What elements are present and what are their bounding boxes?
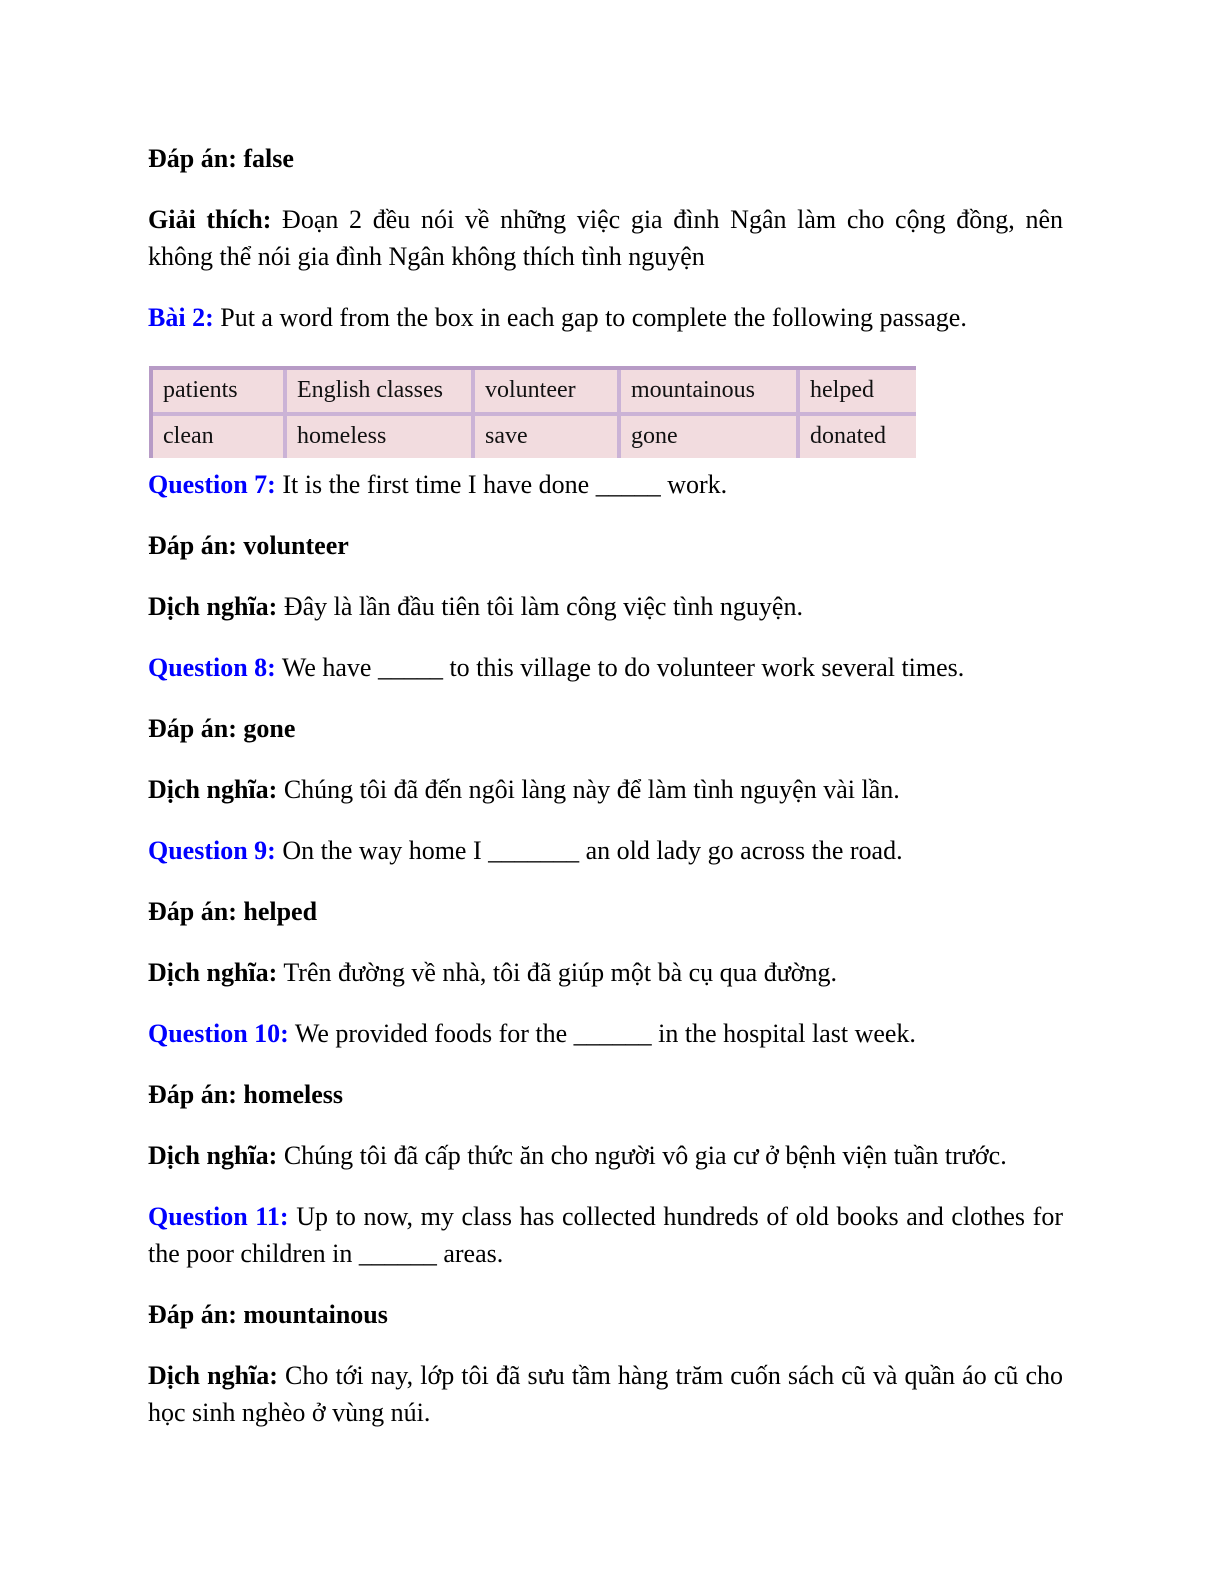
intro-explanation <box>148 201 1063 275</box>
translation-label: Dịch nghĩa: <box>148 1141 278 1170</box>
translation-10 <box>148 1137 1063 1174</box>
question-label: Question 9: <box>148 836 276 865</box>
translation-label: Dịch nghĩa: <box>148 775 278 804</box>
word-box-cell: save <box>475 416 621 458</box>
answer-value: gone <box>243 714 296 743</box>
answer-10 <box>148 1076 1063 1113</box>
answer-label: Đáp án: <box>148 897 237 926</box>
answer-11 <box>148 1296 1063 1333</box>
word-box-cell: helped <box>800 370 916 416</box>
translation-label: Dịch nghĩa: <box>148 592 278 621</box>
word-box-cell: mountainous <box>621 370 800 416</box>
word-box-table <box>149 366 916 458</box>
word-box-row <box>153 370 916 416</box>
translation-text: Trên đường về nhà, tôi đã giúp một bà cụ qua đường. <box>283 958 838 987</box>
exercise-heading <box>148 299 1063 336</box>
answer-label: Đáp án: <box>148 1300 237 1329</box>
translation-label: Dịch nghĩa: <box>148 1361 278 1390</box>
word-box-cell: homeless <box>287 416 475 458</box>
word-box-cell: volunteer <box>475 370 621 416</box>
answer-label: Đáp án: <box>148 531 237 560</box>
question-10 <box>148 1015 1063 1052</box>
document-page <box>148 140 1063 1431</box>
answer-value: homeless <box>243 1080 344 1109</box>
translation-text: Đây là lần đầu tiên tôi làm công việc tình nguyện. <box>283 592 803 621</box>
answer-7 <box>148 527 1063 564</box>
question-11 <box>148 1198 1063 1272</box>
translation-8 <box>148 771 1063 808</box>
question-label: Question 8: <box>148 653 276 682</box>
answer-label: Đáp án: <box>148 714 237 743</box>
exercise-label: Bài 2: <box>148 303 214 332</box>
word-box-cell: donated <box>800 416 916 458</box>
translation-7 <box>148 588 1063 625</box>
question-text: On the way home I _______ an old lady go across the road. <box>282 836 903 865</box>
translation-text: Cho tới nay, lớp tôi đã sưu tầm hàng trăm cuốn sách cũ và quần áo cũ cho học sinh nghèo ở vùng núi. <box>148 1361 1063 1427</box>
word-box-cell: clean <box>153 416 287 458</box>
translation-11 <box>148 1357 1063 1431</box>
question-label: Question 11: <box>148 1202 289 1231</box>
word-box-cell: English classes <box>287 370 475 416</box>
intro-answer <box>148 140 1063 177</box>
answer-value: helped <box>243 897 318 926</box>
answer-label: Đáp án: <box>148 1080 237 1109</box>
translation-9 <box>148 954 1063 991</box>
word-box-cell: patients <box>153 370 287 416</box>
question-text: We have _____ to this village to do volunteer work several times. <box>281 653 965 682</box>
exercise-instruction: Put a word from the box in each gap to complete the following passage. <box>220 303 967 332</box>
question-8 <box>148 649 1063 686</box>
word-box-cell: gone <box>621 416 800 458</box>
question-7 <box>148 466 1063 503</box>
answer-8 <box>148 710 1063 747</box>
question-text: Up to now, my class has collected hundreds of old books and clothes for the poor children in ______ areas. <box>148 1202 1063 1268</box>
answer-label: Đáp án: <box>148 144 237 173</box>
answer-value: false <box>243 144 294 173</box>
word-box-row <box>153 416 916 458</box>
question-text: We provided foods for the ______ in the hospital last week. <box>294 1019 916 1048</box>
question-9 <box>148 832 1063 869</box>
answer-9 <box>148 893 1063 930</box>
translation-text: Chúng tôi đã cấp thức ăn cho người vô gia cư ở bệnh viện tuần trước. <box>283 1141 1007 1170</box>
question-label: Question 7: <box>148 470 276 499</box>
explanation-label: Giải thích: <box>148 205 272 234</box>
translation-label: Dịch nghĩa: <box>148 958 278 987</box>
explanation-text: Đoạn 2 đều nói về những việc gia đình Ngân làm cho cộng đồng, nên không thể nói gia đình Ngân không thích tình nguyện <box>148 205 1064 271</box>
answer-value: volunteer <box>243 531 349 560</box>
translation-text: Chúng tôi đã đến ngôi làng này để làm tình nguyện vài lần. <box>283 775 900 804</box>
question-label: Question 10: <box>148 1019 289 1048</box>
answer-value: mountainous <box>243 1300 388 1329</box>
question-text: It is the first time I have done _____ work. <box>282 470 728 499</box>
